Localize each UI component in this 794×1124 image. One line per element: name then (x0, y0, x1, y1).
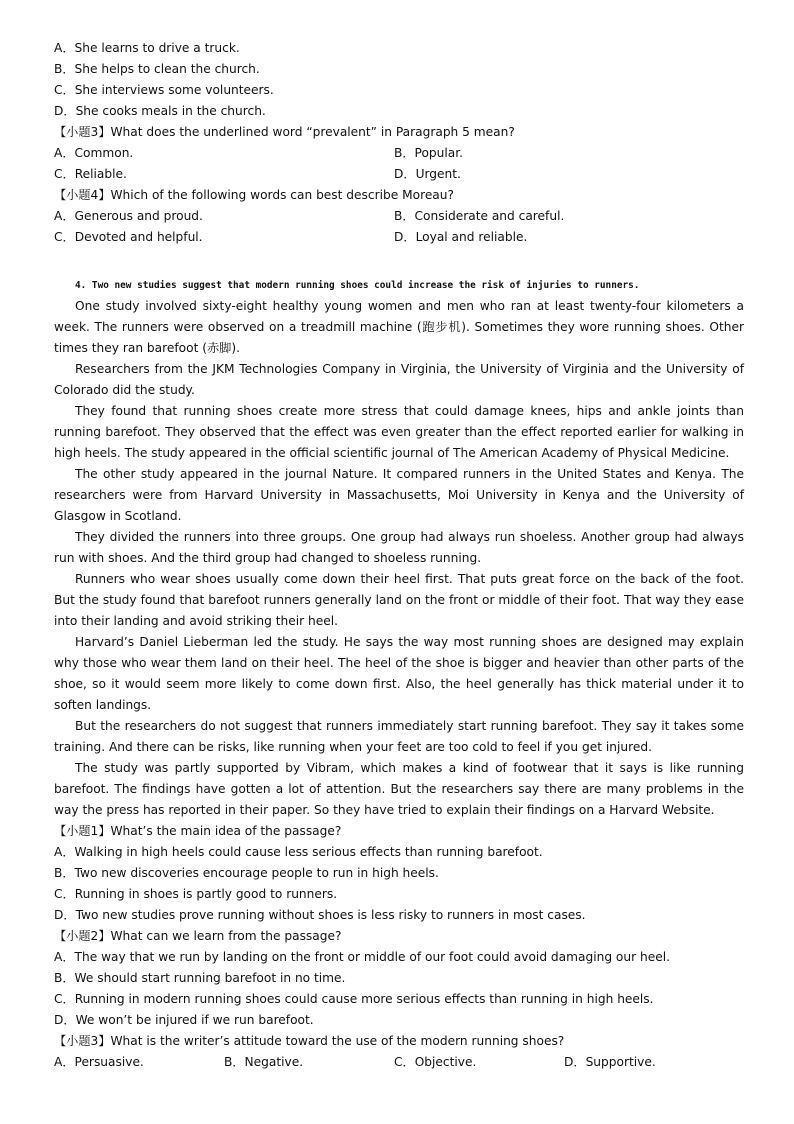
option-a: A．The way that we run by landing on the front or middle of our foot could avoid damaging our heel. (54, 950, 670, 964)
option-c: C．Running in modern running shoes could cause more serious effects than running in high heels. (54, 992, 654, 1006)
option-a: A．Walking in high heels could cause less serious effects than running barefoot. (54, 845, 543, 859)
paragraph: The study was partly supported by Vibram, which makes a kind of footwear that it says is like running barefoot. The findings have gotten a lot of attention. But the researchers say there are many problems in the way the press has reported in their paper. So they have tried to explain their findings on a Harvard Website. (54, 761, 744, 817)
question-2 (54, 926, 744, 1031)
paragraph: They found that running shoes create more stress that could damage knees, hips and ankle joints than running barefoot. They observed that the effect was even greater than the effect reported earlier for walking in high heels. The study appeared in the official scientific journal of The American Academy of Physical Medicine. (54, 404, 744, 460)
question-stem: 【小题1】What’s the main idea of the passage? (54, 824, 342, 838)
option-b: B．Popular. (394, 146, 463, 160)
options-row (54, 206, 744, 227)
paragraph: They divided the runners into three groups. One group had always run shoeless. Another group had always run with shoes. And the third group had changed to shoeless running. (54, 530, 744, 565)
option-b: B．She helps to clean the church. (54, 62, 260, 76)
option-b: B．Considerate and careful. (394, 209, 565, 223)
options-row (54, 164, 744, 185)
question-stem: 【小题4】Which of the following words can best describe Moreau? (54, 188, 454, 202)
paragraph: One study involved sixty-eight healthy young women and men who ran at least twenty-four kilometers a week. The runners were observed on a treadmill machine (跑步机). Sometimes they wore running shoes. Other times they ran barefoot (赤脚). (54, 299, 744, 355)
question-1 (54, 821, 744, 926)
option-d: D．Supportive. (564, 1055, 656, 1069)
paragraph: The other study appeared in the journal Nature. It compared runners in the United States and Kenya. The researchers were from Harvard University in Massachusetts, Moi University in Kenya and the University of Glasgow in Scotland. (54, 467, 744, 523)
question-stem: 【小题3】What is the writer’s attitude toward the use of the modern running shoes? (54, 1034, 565, 1048)
option-c: C．Running in shoes is partly good to runners. (54, 887, 338, 901)
question-stem: 【小题3】What does the underlined word “prevalent” in Paragraph 5 mean? (54, 125, 515, 139)
option-b: B．We should start running barefoot in no time. (54, 971, 346, 985)
paragraph: But the researchers do not suggest that runners immediately start running barefoot. They say it takes some training. And there can be risks, like running when your feet are too cold to feel if you get injured. (54, 719, 744, 754)
option-d: D．Two new studies prove running without shoes is less risky to runners in most cases. (54, 908, 586, 922)
passage-title: 4. Two new studies suggest that modern running shoes could increase the risk of injuries to runners. (75, 280, 640, 291)
document-page (54, 38, 744, 1073)
option-c: C．Reliable. (54, 167, 127, 181)
option-a: A．Generous and proud. (54, 209, 203, 223)
options-row (54, 227, 744, 248)
option-d: D．Urgent. (394, 167, 461, 181)
paragraph: Runners who wear shoes usually come down their heel first. That puts great force on the back of the foot. But the study found that barefoot runners generally land on the front or middle of their foot. That way they ease into their landing and avoid striking their heel. (54, 572, 744, 628)
option-d: D．We won’t be injured if we run barefoot. (54, 1013, 314, 1027)
option-d: D．Loyal and reliable. (394, 230, 528, 244)
option-b: B．Two new discoveries encourage people to run in high heels. (54, 866, 439, 880)
passage-body (54, 296, 744, 821)
prev-question-3 (54, 122, 744, 185)
option-a: A．She learns to drive a truck. (54, 41, 240, 55)
option-c: C．Devoted and helpful. (54, 230, 203, 244)
option-a: A．Persuasive. (54, 1055, 144, 1069)
option-c: C．She interviews some volunteers. (54, 83, 274, 97)
options-row (54, 143, 744, 164)
option-b: B．Negative. (224, 1055, 304, 1069)
options-row (54, 1052, 744, 1073)
question-stem: 【小题2】What can we learn from the passage? (54, 929, 342, 943)
option-c: C．Objective. (394, 1055, 477, 1069)
paragraph: Researchers from the JKM Technologies Company in Virginia, the University of Virginia and the University of Colorado did the study. (54, 362, 744, 397)
paragraph: Harvard’s Daniel Lieberman led the study. He says the way most running shoes are designed may explain why those who wear them land on their heel. The heel of the shoe is bigger and heavier than other parts of the shoe, so it would seem more likely to come down first. Also, the heel generally has thick material under it to soften landings. (54, 635, 744, 712)
prev-question-2-options (54, 38, 744, 122)
spacer (54, 248, 744, 275)
prev-question-4 (54, 185, 744, 248)
question-3 (54, 1031, 744, 1073)
option-a: A．Common. (54, 146, 134, 160)
option-d: D．She cooks meals in the church. (54, 104, 266, 118)
